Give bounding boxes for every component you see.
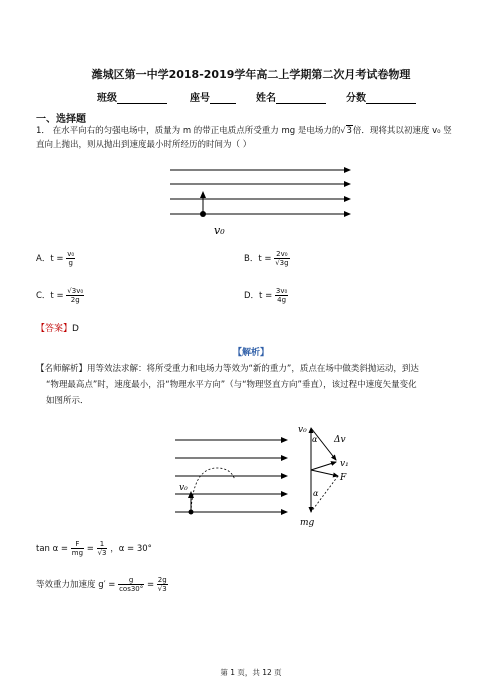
answer-tag: 【答案】 (36, 324, 73, 334)
particle (189, 510, 194, 515)
option-b: B．t = $\frac{\text{2v₀}}{√3g}$ (244, 250, 289, 267)
question-line-2: 直向上抛出，则从抛出到速度最小时所经历的时间为（ ） (36, 140, 252, 150)
exam-title: 潍城区第一中学2018-2019学年高二上学期第二次月考试卷物理 (91, 68, 411, 81)
option-d: D．t = $\frac{\text{3v₀}}{4g}$ (244, 287, 288, 304)
section-heading: 一、选择题 (36, 114, 86, 125)
formula-effective-gravity: 等效重力加速度 g′ = $\frac{g}{\cos 30^\circ}$ = $\frac{2g}{√3}$ (36, 576, 167, 593)
trajectory-diagram (173, 428, 291, 528)
particle (200, 211, 206, 217)
question-line-1: 1． 在水平向右的匀强电场中，质量为 m 的带正电质点所受重力 mg 是电场力的√3倍．现将其以初速度 v₀ 竖 (36, 126, 452, 136)
v1-vector (311, 462, 336, 470)
v0-label: v₀ (298, 425, 307, 435)
class-field (97, 89, 167, 104)
page-footer: 第 1 页，共 12 页 (220, 668, 282, 677)
formula-tan-alpha: tan α = $\frac{F}{mg}$ = $\frac{1}{√3}$ ，α = 30° (36, 540, 152, 557)
F-label: F (340, 473, 347, 483)
class-label: 班级 (97, 93, 117, 104)
score-field (346, 89, 416, 104)
name-field (256, 89, 326, 104)
vector-diagram (298, 420, 358, 530)
analysis-line-2: “物理最高点”时，速度最小，沿“物理水平方向”（与“物理竖直方向”垂直），该过程中速度矢量变化 (46, 380, 417, 390)
v1-label: v₁ (340, 459, 349, 469)
analysis-line-1: 【名师解析】用等效法求解：将所受重力和电场力等效为“新的重力”，质点在场中做类斜抛运动，到达 (36, 364, 419, 374)
score-label: 分数 (346, 93, 366, 104)
analysis-line-3: 如图所示． (46, 396, 89, 406)
v0-label: v₀ (179, 483, 188, 493)
trajectory-curve (191, 468, 235, 512)
option-c: C．t = $\frac{\text{√3v₀}}{2g}$ (36, 287, 84, 304)
delta-v-label: Δv (334, 435, 346, 445)
v0-label: v₀ (214, 224, 225, 237)
seat-field (190, 89, 236, 104)
analysis-title: 【解析】 (232, 348, 269, 358)
F-vector (311, 470, 338, 476)
alpha-label: α (312, 435, 318, 444)
answer-value: D (72, 324, 79, 334)
answer-line (36, 321, 79, 334)
option-a: A．t = $\frac{\text{v₀}}{g}$ (36, 250, 75, 267)
mg-label: mg (300, 518, 315, 528)
seat-label: 座号 (190, 93, 210, 104)
field-diagram-1 (166, 162, 356, 240)
name-label: 姓名 (256, 93, 276, 104)
alpha-label-2: α (313, 489, 319, 498)
delta-v-vector (311, 428, 336, 460)
